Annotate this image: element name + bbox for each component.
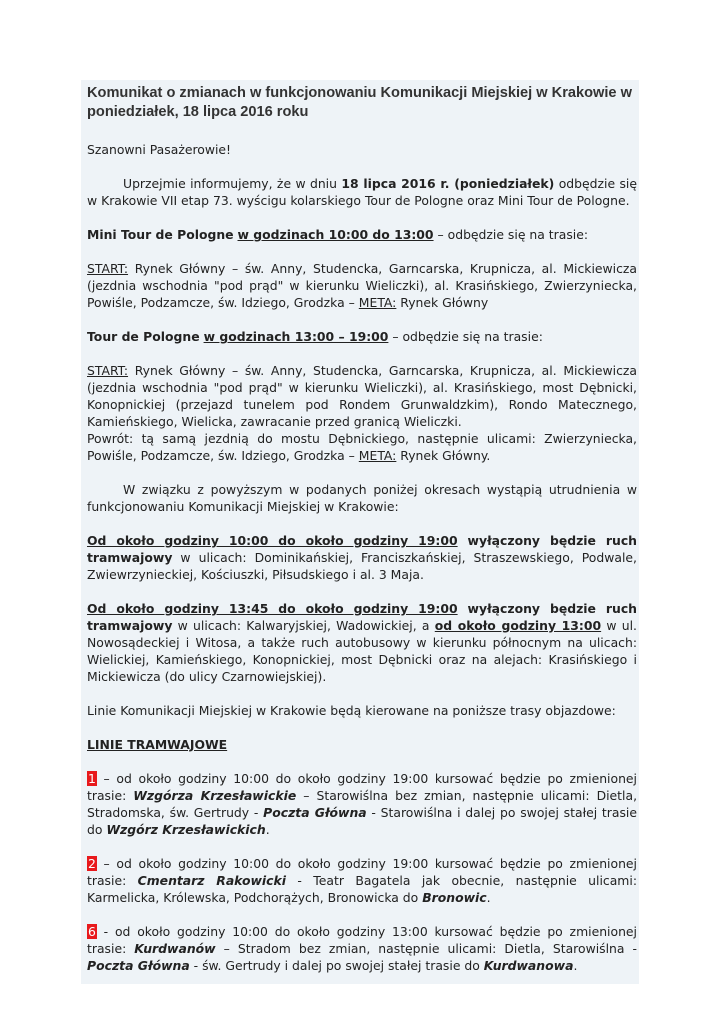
lines-intro: Linie Komunikacji Miejskiej w Krakowie będą kierowane na poniższe trasy objazdowe: (87, 703, 616, 718)
mini-tour-route: START: Rynek Główny – św. Anny, Studencka, Garncarska, Krupnicza, al. Mickiewicza (jezdnia wschodnia "pod prąd" w kierunku Wieliczki), al. Krasińskiego, Zwierzyniecka, Powiśle, Podzamcze, św. Idziego, Grodzka – META: Rynek Główny (87, 261, 637, 310)
closure-2: Od około godziny 13:45 do około godziny 19:00 wyłączony będzie ruch tramwajowy w ulicach: Kalwaryjskiej, Wadowickiej, a od około godziny 13:00 w ul. Nowosądeckiej i Witosa, a także ruch autobusowy w kierunku północnym na ulicach: Wielickiej, Kamieńskiego, Konopnickiej, most Dębnicki oraz na alejach: Krasińskiego i Mickiewicza (do ulicy Czarnowiejskiej). (87, 601, 638, 684)
line-number-badge: 2 (88, 856, 96, 871)
tour-heading: Tour de Pologne w godzinach 13:00 – 19:00 – odbędzie się na trasie: (87, 329, 543, 344)
intro-paragraph: Uprzejmie informujemy, że w dniu 18 lipca 2016 r. (poniedziałek) odbędzie się w Krakowie VII etap 73. wyścigu kolarskiego Tour de Pologne oraz Mini Tour de Pologne. (87, 176, 637, 208)
document-title: Komunikat o zmianach w funkcjonowaniu Komunikacji Miejskiej w Krakowie w poniedziałek, 18 lipca 2016 roku (87, 85, 632, 120)
greeting: Szanowni Pasażerowie! (87, 142, 232, 157)
line-number-badge: 1 (88, 771, 96, 786)
document-body (81, 80, 639, 984)
line-number-badge: 6 (88, 924, 96, 939)
tour-route: START: Rynek Główny – św. Anny, Studencka, Garncarska, Krupnicza, al. Mickiewicza (jezdnia wschodnia "pod prąd" w kierunku Wieliczki), al. Krasińskiego, most Dębnicki, Konopnickiej (przejazd tunelem pod Rondem Grunwaldzkim), Rondo Matecznego, Kamieńskiego, Wielicka, zawracanie przed granicą Wieliczki. (87, 363, 637, 429)
tram-line-6: 6 - od około godziny 10:00 do około godziny 13:00 kursować będzie po zmienionej trasie: Kurdwanów – Stradom bez zmian, następnie ulicami: Dietla, Starowiślna - Poczta Główna - św. Gertrudy i dalej po swojej stałej trasie do Kurdwanowa. (87, 924, 637, 973)
mini-tour-hours: w godzinach 10:00 do 13:00 (237, 227, 434, 242)
event-date: 18 lipca 2016 r. (poniedziałek) (341, 176, 555, 191)
tour-hours: w godzinach 13:00 – 19:00 (203, 329, 389, 344)
consequence-paragraph: W związku z powyższym w podanych poniżej okresach wystąpią utrudnienia w funkcjonowaniu Komunikacji Miejskiej w Krakowie: (87, 482, 637, 514)
mini-tour-heading: Mini Tour de Pologne w godzinach 10:00 do 13:00 – odbędzie się na trasie: (87, 227, 589, 242)
tour-return-route: Powrót: tą samą jezdnią do mostu Dębnickiego, następnie ulicami: Zwierzyniecka, Powiśle, Podzamcze, św. Idziego, Grodzka – META: Rynek Główny. (87, 431, 637, 463)
tram-line-2: 2 – od około godziny 10:00 do około godziny 19:00 kursować będzie po zmienionej trasie: Cmentarz Rakowicki - Teatr Bagatela jak obecnie, następnie ulicami: Karmelicka, Królewska, Podchorążych, Bronowicka do Bronowic. (87, 856, 637, 905)
closure-1: Od około godziny 10:00 do około godziny 19:00 wyłączony będzie ruch tramwajowy w ulicach: Dominikańskiej, Franciszkańskiej, Straszewskiego, Podwale, Zwiewrzynieckiej, Kościuszki, Piłsudskiego i al. 3 Maja. (87, 533, 638, 582)
tram-line-1: 1 – od około godziny 10:00 do około godziny 19:00 kursować będzie po zmienionej trasie: Wzgórza Krzesławickie – Starowiślna bez zmian, następnie ulicami: Dietla, Stradomska, św. Gertrudy - Poczta Główna - Starowiślna i dalej po swojej stałej trasie do Wzgórz Krzesławickich. (87, 771, 638, 837)
tram-lines-heading: LINIE TRAMWAJOWE (87, 737, 228, 752)
